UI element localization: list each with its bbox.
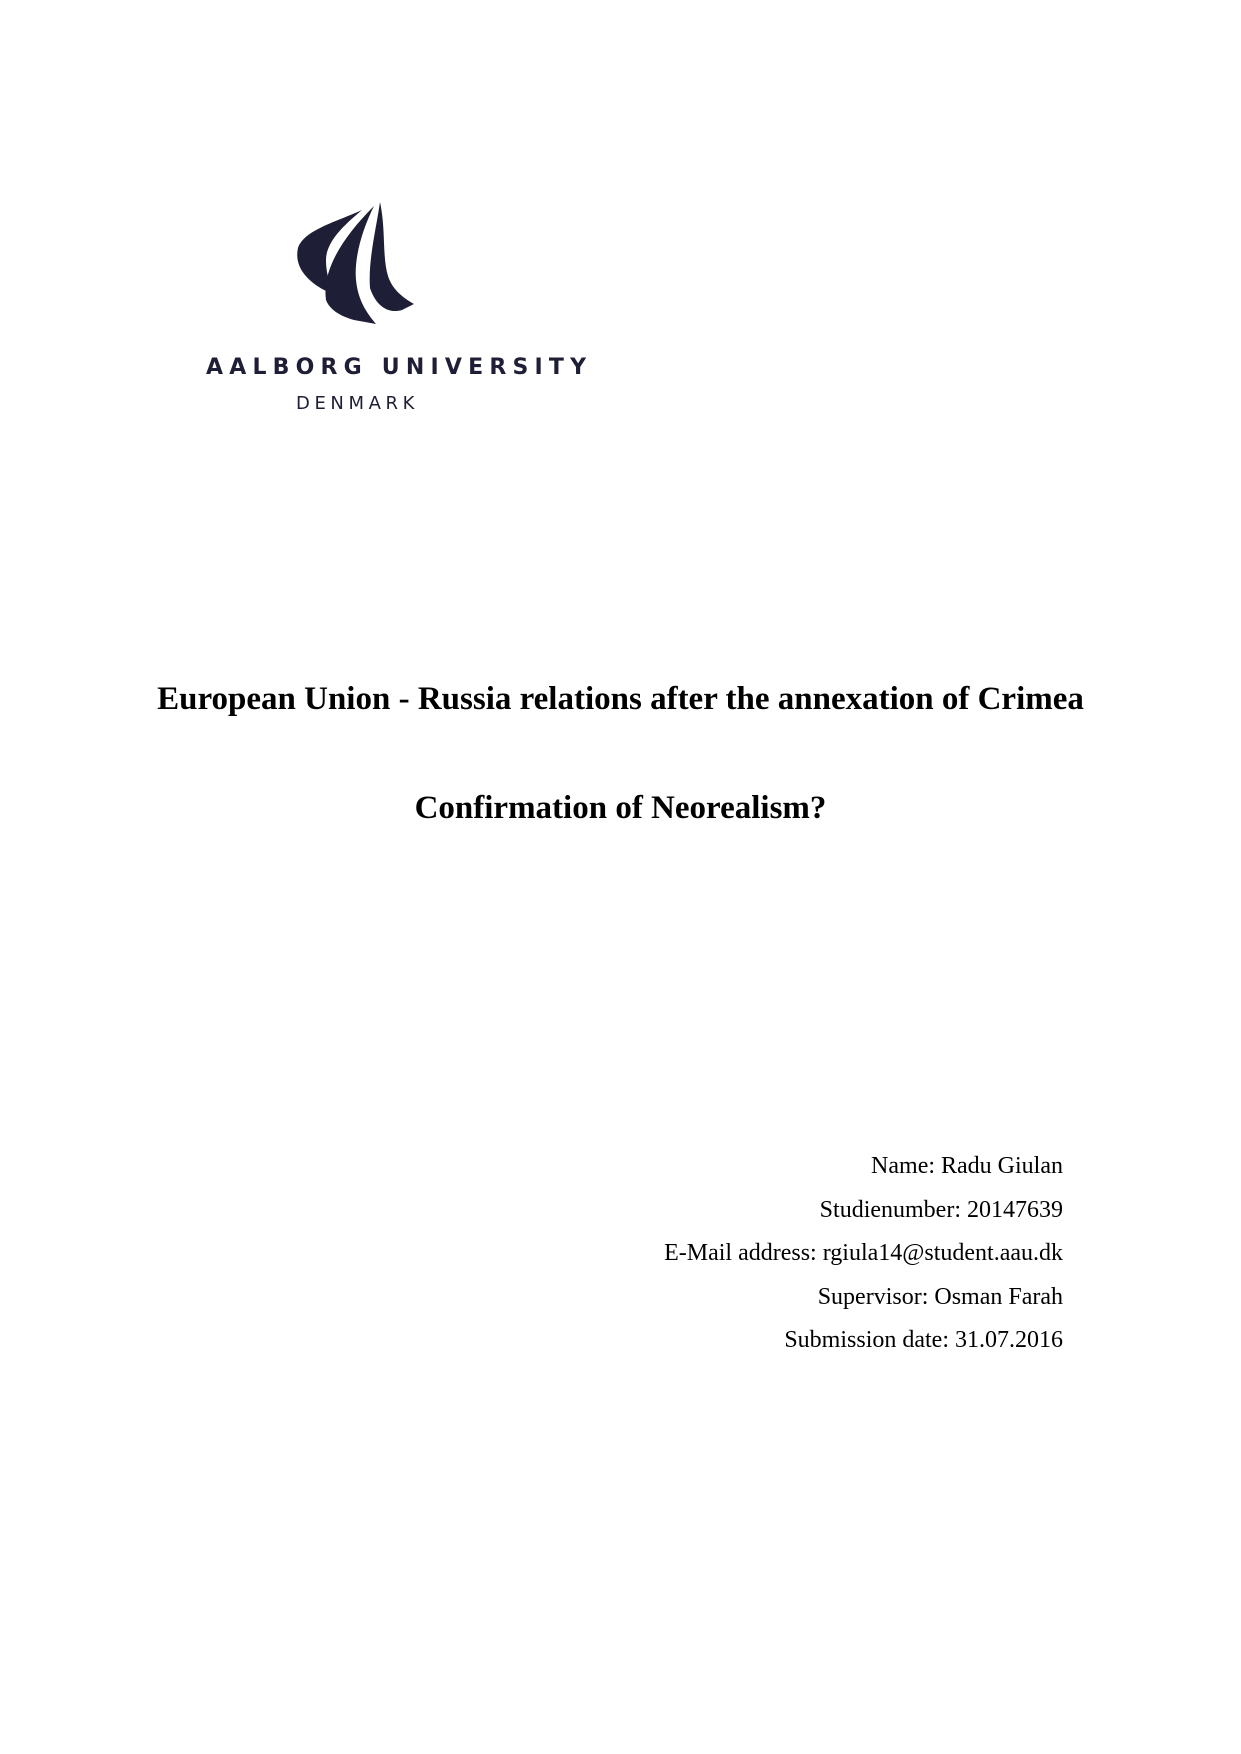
thesis-subtitle: Confirmation of Neorealism? (414, 790, 827, 826)
thesis-title: European Union - Russia relations after the annexation of Crimea (157, 681, 1084, 717)
aalborg-university-waves-icon (296, 200, 416, 328)
student-number: Studienumber: 20147639 (819, 1196, 1063, 1223)
email-address: E-Mail address: rgiula14@student.aau.dk (664, 1240, 1063, 1266)
author-details (664, 1145, 1063, 1363)
submission-date: Submission date: 31.07.2016 (784, 1327, 1063, 1353)
supervisor: Supervisor: Osman Farah (817, 1283, 1063, 1310)
university-country: DENMARK (296, 393, 420, 414)
author-name: Name: Radu Giulan (871, 1153, 1063, 1179)
university-wordmark: AALBORG UNIVERSITY (206, 355, 593, 380)
